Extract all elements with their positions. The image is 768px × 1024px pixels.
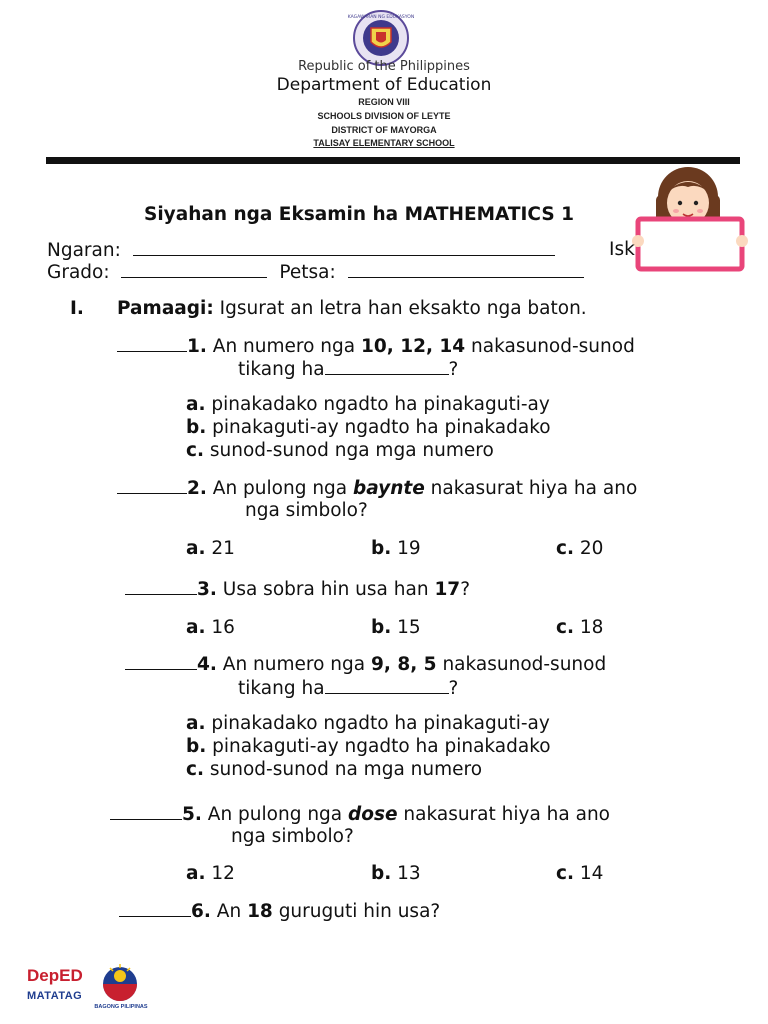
bagong-pilipinas-icon [95, 962, 145, 1004]
q6-text: An [210, 901, 248, 922]
answer-blank-2[interactable] [117, 477, 187, 494]
q5-choice-b[interactable]: b. 13 [371, 863, 421, 884]
department-text: Department of Education [276, 75, 492, 95]
question-5 [110, 803, 610, 825]
q3-number: 3. [197, 579, 217, 600]
q4-choice-a[interactable]: a. pinakadako ngadto ha pinakaguti-ay [186, 713, 550, 734]
q5-text-end: nakasurat hiya ha ano [397, 804, 610, 825]
q4-choice-b[interactable]: b. pinakaguti-ay ngadto ha pinakadako [186, 736, 551, 757]
q3-choice-b[interactable]: b. 15 [371, 617, 421, 638]
question-1 [117, 335, 635, 357]
matatag-text: MATATAG [27, 990, 83, 1002]
q5-bold: dose [348, 804, 398, 825]
question-4 [125, 653, 606, 675]
q5-choice-a[interactable]: a. 12 [186, 863, 235, 884]
answer-blank-4[interactable] [125, 653, 197, 670]
question-3 [125, 578, 470, 600]
q6-text-end: guruguti hin usa? [272, 901, 441, 922]
q2-choice-a[interactable]: a. 21 [186, 538, 235, 559]
answer-blank-5[interactable] [110, 803, 182, 820]
q4-choice-c[interactable]: c. sunod-sunod na mga numero [186, 759, 483, 780]
q3-text-end: ? [460, 579, 471, 600]
name-label: Ngaran: [47, 240, 121, 261]
svg-text:KAGAWARAN NG EDUKASYON: KAGAWARAN NG EDUKASYON [347, 15, 415, 20]
answer-blank-1[interactable] [117, 335, 187, 352]
q3-choice-a[interactable]: a. 16 [186, 617, 235, 638]
q1-bold: 10, 12, 14 [361, 336, 466, 357]
q3-text: Usa sobra hin usa han [216, 579, 435, 600]
name-input[interactable] [133, 239, 555, 256]
q4-text: An numero nga [216, 654, 371, 675]
section-instructions [117, 298, 587, 319]
q4-line2-text: tikang ha [238, 678, 325, 699]
q1-choice-b[interactable]: b. pinakaguti-ay ngadto ha pinakadako [186, 417, 551, 438]
q5-number: 5. [182, 804, 202, 825]
section-text: Igsurat an letra han eksakto nga baton. [213, 298, 587, 319]
q5-line2-text: nga simbolo? [231, 826, 354, 847]
grade-label: Grado: [47, 262, 110, 283]
q3-choice-c[interactable]: c. 18 [556, 617, 604, 638]
q1-text-end: nakasunod-sunod [465, 336, 635, 357]
q2-line2-text: nga simbolo? [245, 500, 368, 521]
q1-text: An numero nga [206, 336, 361, 357]
answer-blank-6[interactable] [119, 900, 191, 917]
girl-sign-icon [632, 165, 750, 273]
deped-logo-text: DepED [27, 966, 83, 985]
q2-text: An pulong nga [206, 478, 354, 499]
q2-bold: baynte [353, 478, 425, 499]
grade-input[interactable] [121, 261, 267, 278]
score-label: Isk [609, 239, 635, 260]
question-2 [117, 477, 637, 499]
exam-title: Siyahan nga Eksamin ha MATHEMATICS 1 [144, 204, 574, 225]
region-text: REGION VIII [358, 97, 410, 107]
answer-blank-3[interactable] [125, 578, 197, 595]
q1-line2-text: tikang ha [238, 359, 325, 380]
date-label: Petsa: [279, 262, 336, 283]
date-input[interactable] [348, 261, 584, 278]
q2-choice-c[interactable]: c. 20 [556, 538, 604, 559]
name-row [47, 239, 555, 261]
deped-matatag-logo [27, 966, 91, 1014]
division-text: SCHOOLS DIVISION OF LEYTE [317, 111, 451, 121]
q2-choice-b[interactable]: b. 19 [371, 538, 421, 559]
q1-end: ? [448, 359, 459, 380]
q4-fill-blank[interactable] [325, 677, 449, 694]
q3-bold: 17 [434, 579, 461, 600]
q1-fill-blank[interactable] [325, 358, 449, 375]
q6-number: 6. [191, 901, 211, 922]
q4-bold: 9, 8, 5 [371, 654, 437, 675]
q5-choice-c[interactable]: c. 14 [556, 863, 604, 884]
q2-text-end: nakasurat hiya ha ano [424, 478, 638, 499]
republic-text: Republic of the Philippines [298, 59, 470, 74]
q1-choice-c[interactable]: c. sunod-sunod nga mga numero [186, 440, 494, 461]
header-divider [46, 157, 740, 164]
q1-number: 1. [187, 336, 207, 357]
q2-number: 2. [187, 478, 207, 499]
q6-bold: 18 [247, 901, 273, 922]
question-1-line2 [238, 358, 458, 380]
q4-end: ? [448, 678, 459, 699]
school-text: TALISAY ELEMENTARY SCHOOL [313, 138, 455, 148]
q5-text: An pulong nga [201, 804, 349, 825]
section-numeral: I. [70, 298, 84, 319]
question-4-line2 [238, 677, 458, 699]
district-text: DISTRICT OF MAYORGA [331, 125, 437, 135]
section-label: Pamaagi: [117, 298, 214, 319]
q4-text-end: nakasunod-sunod [436, 654, 607, 675]
grade-date-row [47, 261, 584, 283]
q4-number: 4. [197, 654, 217, 675]
bagong-pilipinas-text: BAGONG PILIPINAS [94, 1004, 148, 1010]
deped-seal-icon [347, 10, 415, 66]
question-6 [119, 900, 440, 922]
q1-choice-a[interactable]: a. pinakadako ngadto ha pinakaguti-ay [186, 394, 550, 415]
